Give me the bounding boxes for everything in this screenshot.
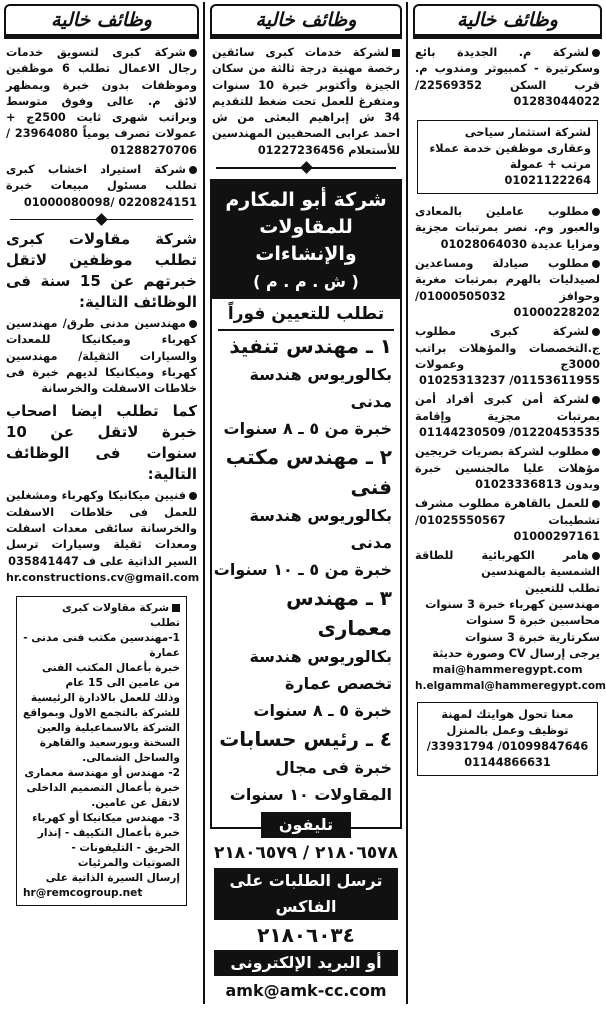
ad-item-hammer: هامر الكهربائية للطاقة الشمسية بالمهندسين تطلب للتعيين مهندسين كهرباء خبرة 3 سنوات محاسبين خبرة 5 سنوات سكرتارية خبرة 3 سنوات يرجى إرسال CV وصورة حديثة (415, 549, 600, 660)
box-title: شركة مقاولات كبرى (23, 601, 180, 616)
bullet-icon (189, 320, 197, 328)
position-title: ١ ـ مهندس تنفيذ (229, 334, 392, 359)
email-label: أو البريد الإلكترونى (214, 950, 398, 976)
phone-label: تليفون (261, 812, 351, 838)
square-bullet-icon (172, 604, 180, 612)
bullet-icon (592, 49, 600, 57)
ad-item: مطلوب لشركة بصريات خريجين مؤهلات عليا مالجنسين خبرة وبدون 01023336813 (415, 445, 600, 491)
ad-item: مطلوب صيادلة ومساعدين لصيدليات بالهرم بمرتبات مغرية وحوافز 01000505032/ 01000228202 (415, 257, 600, 319)
divider (10, 213, 193, 227)
left-column (0, 0, 203, 1005)
ad-item: شركة استيراد اخشاب كبرى تطلب مسئول مبيعات خبرة 0220824151 /01000080098 (6, 163, 197, 209)
diamond-icon (300, 161, 313, 174)
fax-label: ترسل الطلبات على الفاكس (214, 868, 398, 920)
fax-number: ٢١٨٠٦٠٣٤ (257, 923, 355, 948)
bullet-icon (592, 396, 600, 404)
amk-advertisement: شركة أبو المكارم للمقاولات والإنشاءات ( ش . م . م ) تطلب للتعيين فوراً ١ ـ مهندس تنفيذ بكالوريوس هندسة مدنى خبرة من ٥ ـ ٨ سنوات ٢ ـ مهندس مكتب فنى بكالوريوس هندسة مدنى خبرة من ٥ ـ ١٠ سنوات ٣ ـ مهندس معمارى بكالوريوس هندسة تخصص عمارة خبرة ٥ ـ ٨ سنوات ٤ ـ رئيس حسابات خبرة فى مجال المقاولات ١٠ سنوات تليفون ٢١٨٠٦٥٧٨ / ٢١٨٠٦٥٧٩ ترسل الطلبات على الفاكس ٢١٨٠٦٠٣٤ أو البريد الإلكترونى amk@amk-cc.com (210, 179, 402, 829)
column-divider (406, 2, 408, 1004)
bullet-icon (592, 260, 600, 268)
position-title: ٢ ـ مهندس مكتب فنى (225, 445, 392, 500)
email-link[interactable]: hr@remcogroup.net (23, 886, 143, 899)
right-column (409, 0, 606, 1005)
email-link[interactable]: mai@hammeregypt.com (432, 663, 583, 677)
column-header: وظائف خالية (413, 4, 602, 36)
bullet-icon (592, 552, 600, 560)
ad-box: لشركة استثمار سياحى وعقارى موظفين خدمة عملاء مرتب + عمولة 01021122264 (417, 120, 598, 194)
ad-item: لشركة م. الجديدة بائع وسكرتيرة - كمبيوتر ومندوب م. قرب السكن 22569352/ 01283044022 (415, 46, 600, 108)
bullet-icon (592, 500, 600, 508)
bullet-icon (189, 49, 197, 57)
ad-headline: شركة مقاولات كبرى تطلب موظفين لاتقل خبرتهم عن 15 سنة فى الوظائف التالية: (6, 229, 197, 311)
ad-item: لشركة كبرى مطلوب ج.التخصصات والمؤهلات براتب 3000ج وعمولات 01153611955/ 01025313237 (415, 325, 600, 388)
middle-column (206, 0, 406, 1005)
ad-box: معنا تحول هوايتك لمهنة توظيف وعمل بالمنزل 01099847646/ 33931794/ 01144866631 (417, 702, 598, 776)
phone-numbers: ٢١٨٠٦٥٧٨ / ٢١٨٠٦٥٧٩ (213, 843, 399, 864)
ad-box: شركة مقاولات كبرى تطلب 1-مهندسين مكتب فنى مدنى - عمارة خبرة بأعمال المكتب الفنى من عامين الى 15 عام وذلك للعمل بالادارة الرئيسية للشركة بالتجمع الاول وبمواقع الشركة بالاسماعيلية والعين السخنة وبورسعيد والقاهرة والساحل الشمالى. 2- مهندس أو مهندسة معمارى خبرة بأعمال التصميم الداخلى لاتقل عن عامين. 3- مهندس ميكانيكا أو كهرباء خبرة بأعمال التكييف - إنذار الحريق - التليفونات - الصوتيات والمرئيات إرسال السيرة الذاتية على hr@remcogroup.net (16, 596, 187, 906)
amk-email[interactable]: amk@amk-cc.com (225, 981, 387, 1001)
diamond-icon (95, 213, 108, 226)
column-header: وظائف خالية (210, 4, 402, 36)
email-link[interactable]: hr.constructions.cv@gmail.com (6, 570, 200, 584)
position-title: ٤ ـ رئيس حسابات (219, 727, 392, 752)
ad-item: شركة كبرى لتسويق خدمات رجال الاعمال تطلب 6 موظفين وموظفات بدون خبرة وبمظهر لائق م. عالى وفوق متوسط وبراتب شهرى ثابت 2500ج + عمولات تصرف يومياً 23964080 / 01288270706 (6, 46, 197, 157)
bullet-icon (592, 448, 600, 456)
bullet-icon (189, 492, 197, 500)
ad-item: للعمل بالقاهرة مطلوب مشرف تشطيبات 01025550567/ 01000297161 (415, 497, 600, 543)
square-bullet-icon (392, 49, 400, 57)
ad-item: مهندسين مدنى طرق/ مهندسين كهرباء وميكانيكا للمعدات والسيارات الثقيلة/ مهندسين كهرباء وميكانيكا لديهم خبرة فى خلاطات الاسفلت والخرسانة (6, 316, 197, 396)
company-banner: شركة أبو المكارم للمقاولات والإنشاءات ( ش . م . م ) (212, 181, 400, 299)
amk-tagline: تطلب للتعيين فوراً (218, 299, 394, 331)
ad-item: لشركة أمن كبرى أفراد أمن بمرتبات مجزية وإقامة 01220453535/ 01144230509 (415, 393, 600, 440)
bullet-icon (189, 166, 197, 174)
email-link[interactable]: h.elgammal@hammeregypt.com (415, 680, 606, 693)
ad-headline: كما تطلب ايضا اصحاب خبرة لاتقل عن 10 سنوات فى الوظائف التالية: (6, 402, 197, 484)
ad-item: لشركة خدمات كبرى سائقين رخصة مهنية درجة ثالثة من سكان الجيزة وأكتوبر خبرة 10 سنوات ومتفرغ للعمل تحت ضغط للتقديم 34 ش إبراهيم البعثى من ش احمد عرابى الصحفيين المهندسين للأستعلام 01227236456 (212, 46, 400, 157)
position-title: ٣ ـ مهندس معمارى (286, 586, 392, 641)
ad-item: مطلوب عاملين بالمعادى والعبور وم. نصر بمرتبات مجزية ومزايا عديدة 01028064030 (415, 205, 600, 251)
bullet-icon (592, 328, 600, 336)
divider (216, 161, 396, 175)
ad-item: فنيين ميكانيكا وكهرباء ومشغلين للعمل فى خلاطات الاسفلت والخرسانة سائقى معدات اسفلت ومعدات ثقيلة وسيارات ترسل السير الذاتية على ف 035841447 (6, 489, 197, 568)
column-header: وظائف خالية (4, 4, 199, 36)
column-divider (203, 2, 205, 1004)
bullet-icon (592, 208, 600, 216)
